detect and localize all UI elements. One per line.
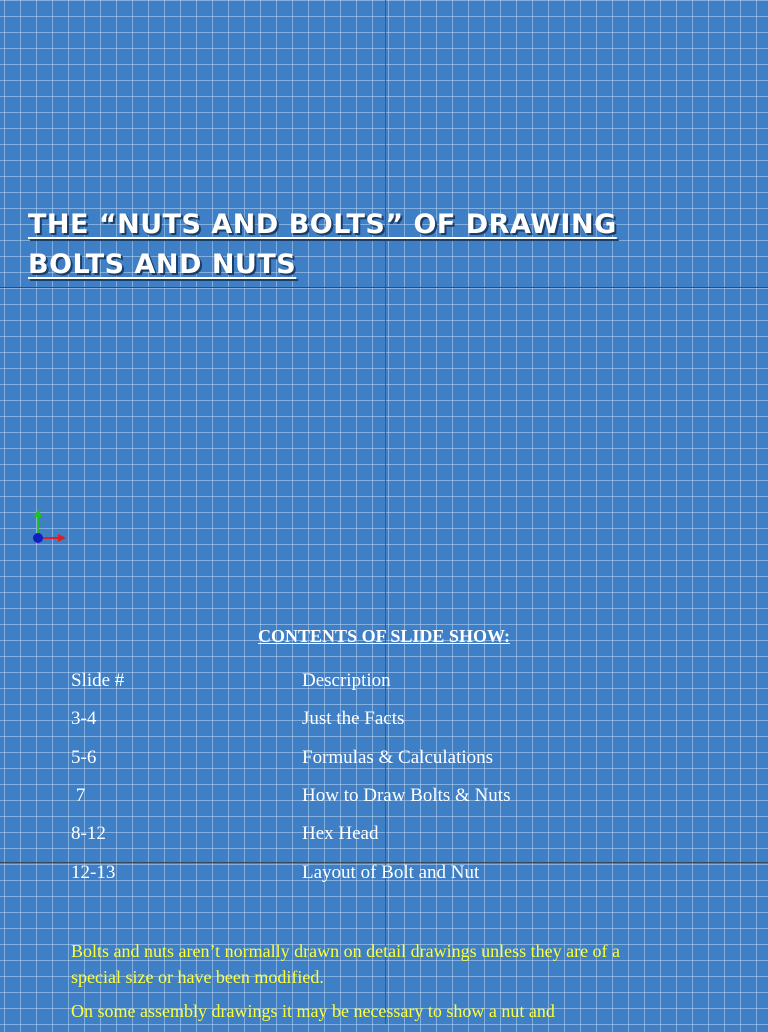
contents-row	[71, 853, 662, 891]
contents-row	[71, 700, 662, 738]
row-description: Hex Head	[302, 823, 379, 845]
grid-major-line-top	[0, 287, 768, 288]
notes-text	[71, 938, 671, 1032]
y-axis-arrow	[34, 509, 42, 517]
contents-heading: CONTENTS OF SLIDE SHOW:	[258, 626, 510, 646]
ucs-axis-icon	[28, 506, 72, 550]
contents-row	[71, 815, 662, 853]
row-slide-number: 3-4	[71, 708, 97, 730]
slide-title	[28, 205, 668, 285]
ucs-axis-graphic	[28, 506, 72, 550]
slide-title-text: THE “NUTS AND BOLTS” OF DRAWING BOLTS AND NUTS	[28, 209, 617, 280]
row-description: Just the Facts	[302, 708, 405, 730]
contents-row	[71, 777, 662, 815]
row-slide-number: 12-13	[71, 861, 116, 883]
notes-paragraph-1: Bolts and nuts aren’t normally drawn on detail drawings unless they are of a special size or have been modified.	[71, 941, 621, 987]
header-description: Description	[302, 670, 391, 692]
row-description: How to Draw Bolts & Nuts	[302, 785, 511, 807]
row-slide-number: 7	[71, 785, 86, 807]
contents-row	[71, 739, 662, 777]
x-axis-arrow	[58, 534, 66, 542]
header-slide-number: Slide #	[71, 670, 125, 692]
axis-origin	[33, 533, 43, 543]
contents-header-row	[71, 662, 662, 700]
row-slide-number: 8-12	[71, 823, 106, 845]
row-description: Layout of Bolt and Nut	[302, 861, 480, 883]
notes-paragraph-2: On some assembly drawings it may be necessary to show a nut and	[71, 1001, 555, 1021]
contents-table	[71, 662, 662, 892]
row-slide-number: 5-6	[71, 746, 97, 768]
row-description: Formulas & Calculations	[302, 746, 494, 768]
